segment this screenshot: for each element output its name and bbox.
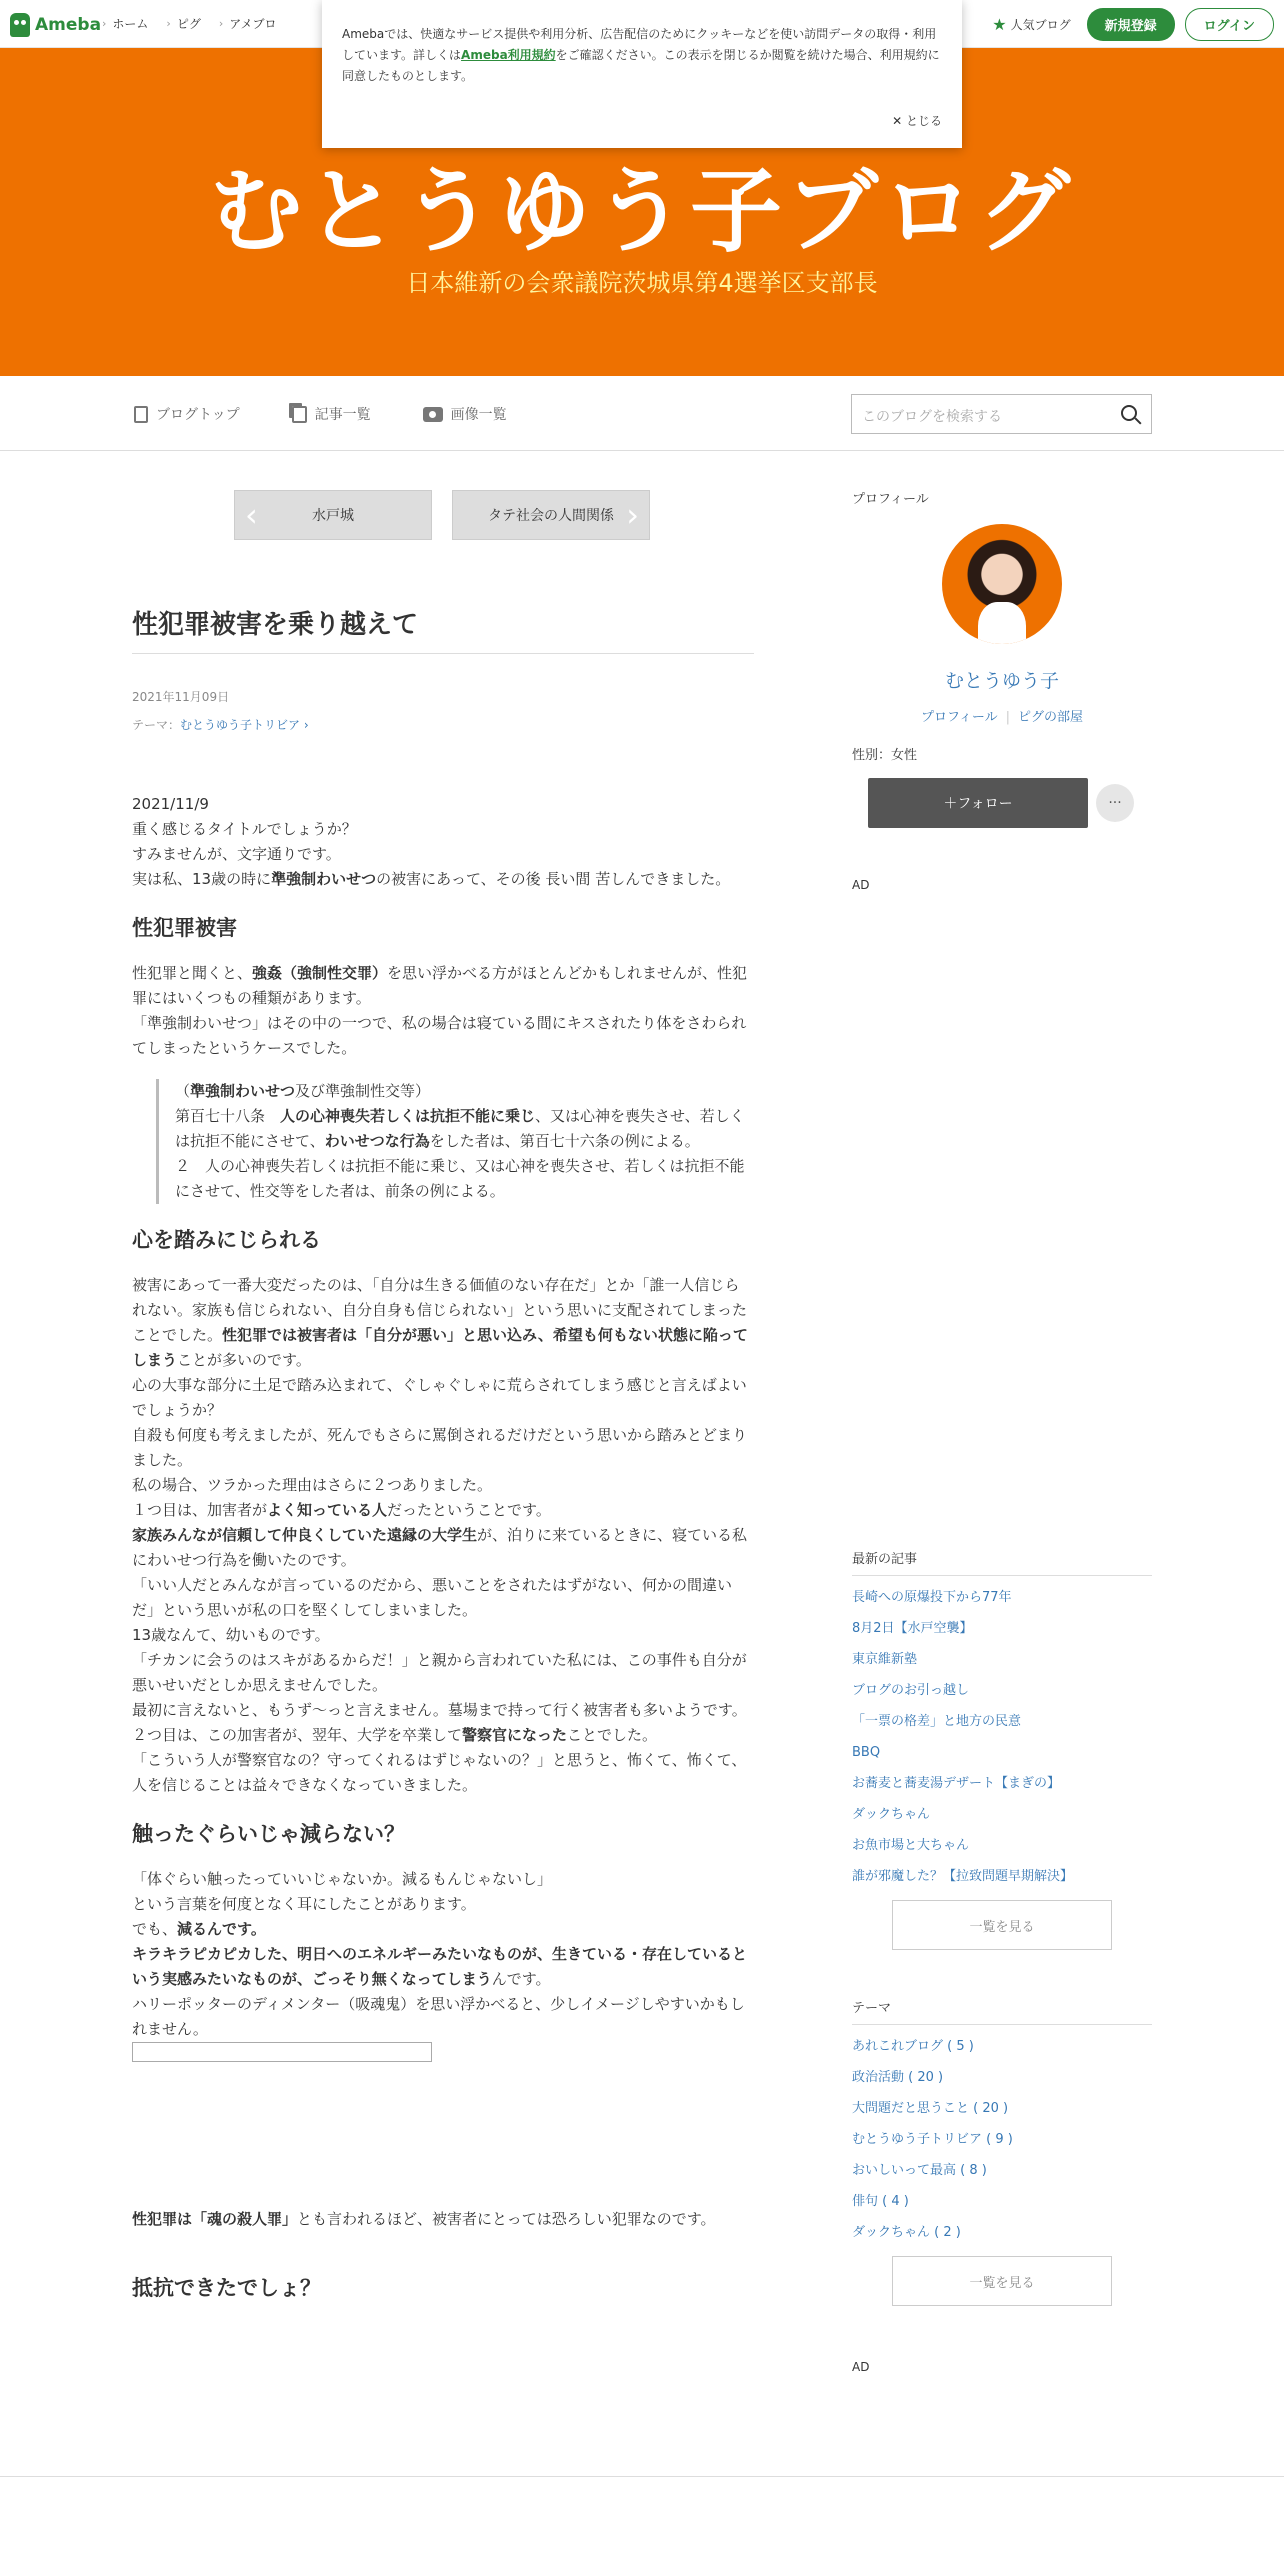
paragraph: ハリーポッターのディメンター（吸魂鬼）を思い浮かべると、少しイメージしやすいかもしれません。 <box>132 1995 745 2038</box>
paragraph: という言葉を何度となく耳にしたことがあります。 <box>132 1895 476 1913</box>
theme-see-all-button[interactable]: 一覧を見る <box>892 2256 1112 2306</box>
ameba-logo[interactable] <box>10 12 101 38</box>
entry-pager <box>234 490 650 540</box>
theme-link[interactable]: 政治活動 ( 20 ) <box>852 2070 944 2085</box>
blog-title[interactable]: むとうゆう子ブログ <box>209 158 1074 265</box>
recent-entry-link[interactable]: 「一票の格差」と地方の民意 <box>852 1714 1022 1729</box>
recent-entry-link[interactable]: お蕎麦と蕎麦湯デザート【まぎの】 <box>852 1776 1061 1791</box>
paragraph: 「準強制わいせつ」はその中の一つで、私の場合は寝ている間にキスされたり体をさわられてしまったというケースでした。 <box>132 1014 747 1057</box>
cookie-text-2: をご確認ください。この表示を閉じるか閲覧を続けた場合、利用規約に同意したものとします。 <box>342 48 940 83</box>
ameba-logo-icon <box>10 13 30 37</box>
quote-line: 第百七十八条 人の心神喪失若しくは抗拒不能に乗じ、又は心神を喪失させ、若しくは抗拒不能にさせて、わいせつな行為をした者は、第百七十六条の例による。 <box>175 1107 745 1150</box>
cookie-close-label: とじる <box>905 114 942 128</box>
nav-pigg[interactable] <box>166 15 200 32</box>
quote-line: ２ 人の心神喪失若しくは抗拒不能に乗じ、又は心神を喪失させ、若しくは抗拒不能にさせて、性交等をした者は、前条の例による。 <box>175 1157 745 1200</box>
footer-divider <box>0 2476 1284 2477</box>
profile-heading: プロフィール <box>852 492 929 507</box>
law-quote <box>156 1079 754 1204</box>
blog-top-link[interactable] <box>134 404 240 424</box>
paragraph: 性犯罪と聞くと、強姦（強制性交罪）を思い浮かべる方がほとんどかもしれませんが、性犯罪にはいくつもの種類があります。 <box>132 964 748 1007</box>
paragraph: 「いい人だとみんなが言っているのだから、悪いことをされたはずがない、何かの間違いだ」という思いが私の口を堅くしてしまいました。 <box>132 1576 733 1619</box>
broken-image <box>132 2042 432 2062</box>
paragraph: でも、減るんです。 <box>132 1920 266 1938</box>
paragraph: 私の場合、ツラかった理由はさらに２つありました。 <box>132 1476 493 1494</box>
paragraph: 被害にあって一番大変だったのは、「自分は生きる価値のない存在だ」とか「誰一人信じられない。家族も信じられない、自分自身も信じられない」という思いに支配されてしまったことでした。性犯罪では被害者は「自分が悪い」と思い込み、希望も何もない状態に陥ってしまうことが多いのです。 <box>132 1276 748 1369</box>
section-heading: 性犯罪被害 <box>132 916 237 940</box>
chevron-right-icon: › <box>166 17 171 30</box>
paragraph: 重く感じるタイトルでしょうか？ <box>132 820 357 838</box>
image-list-link[interactable] <box>423 404 507 424</box>
follow-button[interactable]: ＋フォロー <box>868 778 1088 828</box>
divider: | <box>1005 710 1011 725</box>
recent-entry-link[interactable]: ブログのお引っ越し <box>852 1683 970 1698</box>
paragraph: 家族みんなが信頼して仲良くしていた遠縁の大学生が、泊りに来ているときに、寝ている私にわいせつ行為を働いたのです。 <box>132 1526 748 1569</box>
recent-see-all-button[interactable]: 一覧を見る <box>892 1900 1112 1950</box>
paragraph: 性犯罪は「魂の殺人罪」とも言われるほど、被害者にとっては恐ろしい犯罪なのです。 <box>132 2210 716 2228</box>
blog-nav <box>0 376 1284 451</box>
recent-entry-link[interactable]: BBQ <box>852 1745 881 1760</box>
theme-prefix: テーマ： <box>132 718 181 732</box>
prev-entry-link[interactable]: ‹ 水戸城 <box>234 490 432 540</box>
gender-text: 性別：女性 <box>852 748 918 763</box>
paragraph: 13歳なんて、幼いものです。 <box>132 1626 330 1644</box>
theme-link[interactable]: おいしいって最高 ( 8 ) <box>852 2163 987 2178</box>
paragraph: 「チカンに会うのはスキがあるからだ！」と親から言われていた私には、この事件も自分が悪いせいだとしか思えませんでした。 <box>132 1651 747 1694</box>
next-entry-link[interactable]: タテ社会の人間関係 › <box>452 490 650 540</box>
paragraph: キラキラピカピカした、明日へのエネルギーみたいなものが、生きている・存在しているという実感みたいなものが、ごっそり無くなってしまうんです。 <box>132 1945 748 1988</box>
paragraph: 心の大事な部分に土足で踏み込まれて、ぐしゃぐしゃに荒らされてしまう感じと言えばよいでしょうか？ <box>132 1376 747 1419</box>
blog-top-label: ブログトップ <box>156 407 240 423</box>
theme-link[interactable]: ダックちゃん ( 2 ) <box>852 2225 961 2240</box>
article-body <box>132 792 754 2321</box>
paragraph: すみませんが、文字通りです。 <box>132 845 341 863</box>
login-button[interactable]: ログイン <box>1185 8 1274 41</box>
recent-entry-link[interactable]: 長崎への原爆投下から77年 <box>852 1590 1012 1605</box>
document-icon <box>134 406 148 423</box>
profile-links <box>852 706 1152 725</box>
nav-home[interactable] <box>102 15 148 32</box>
recent-entry-link[interactable]: 8月2日【水戸空襲】 <box>852 1621 973 1636</box>
article-date: 2021年11月09日 <box>132 690 230 704</box>
theme-heading: テーマ <box>852 1997 1152 2025</box>
section-heading: 心を踏みにじられる <box>132 1228 321 1252</box>
blog-description: 日本維新の会衆議院茨城県第4選挙区支部長 <box>406 269 878 297</box>
paragraph: 最初に言えないと、もうず～っと言えません。墓場まで持って行く被害者も多いようです。 <box>132 1701 747 1719</box>
crown-icon: ★ <box>992 15 1007 34</box>
account-actions <box>992 8 1274 41</box>
entry-list-label: 記事一覧 <box>314 407 371 423</box>
theme-list <box>852 2031 1152 2248</box>
search-placeholder: このブログを検索する <box>862 409 1002 425</box>
chevron-right-icon: › <box>218 17 224 30</box>
theme-link[interactable]: 大問題だと思うこと ( 20 ) <box>852 2101 1009 2116</box>
paragraph: ２つ目は、この加害者が、翌年、大学を卒業して警察官になったことでした。 <box>132 1726 658 1744</box>
paragraph: 実は私、13歳の時に準強制わいせつの被害にあって、その後 長い間 苦しんできました。 <box>132 870 731 888</box>
profile-name[interactable]: むとうゆう子 <box>944 670 1059 692</box>
terms-link[interactable]: Ameba利用規約 <box>461 48 556 62</box>
theme-link[interactable]: むとうゆう子トリビア ( 9 ) <box>852 2132 1013 2147</box>
chevron-right-icon: › <box>300 718 309 732</box>
theme-link[interactable]: あれこれブログ ( 5 ) <box>852 2039 974 2054</box>
section-heading: 触ったぐらいじゃ減らない？ <box>132 1822 405 1846</box>
nav-pigg-label: ピグ <box>176 17 201 31</box>
quote-line: （準強制わいせつ及び準強制性交等） <box>175 1082 431 1100</box>
article-title[interactable]: 性犯罪被害を乗り越えて <box>132 604 754 654</box>
profile-link[interactable]: プロフィール <box>920 710 998 725</box>
paragraph: 自殺も何度も考えましたが、死んでもさらに罵倒されるだけだという思いから踏みとどまりました。 <box>132 1426 748 1469</box>
chevron-right-icon: › <box>102 17 107 30</box>
entries-icon <box>292 406 307 423</box>
recent-entry-link[interactable]: お魚市場と大ちゃん <box>852 1838 970 1853</box>
ameba-logo-text: Ameba <box>35 15 102 35</box>
recent-entries-list <box>852 1582 1152 1892</box>
blog-search-input[interactable] <box>851 394 1152 434</box>
image-list-label: 画像一覧 <box>450 407 507 423</box>
paragraph: 「こういう人が警察官なの？守ってくれるはずじゃないの？」と思うと、怖くて、怖くて、人を信じることは益々できなくなっていきました。 <box>132 1751 747 1794</box>
register-button[interactable]: 新規登録 <box>1087 8 1175 41</box>
pigg-room-link[interactable]: ピグの部屋 <box>1018 710 1084 725</box>
close-icon: ✕ <box>892 114 906 128</box>
section-heading: 抵抗できたでしょ？ <box>132 2276 321 2300</box>
ad-label: AD <box>852 878 870 892</box>
cookie-text-1: Amebaでは、快適なサービス提供や利用分析、広告配信のためにクッキーなどを使い訪問データの取得・利用しています。詳しくは <box>342 27 937 62</box>
theme-link[interactable]: むとうゆう子トリビア <box>180 718 301 732</box>
ad-label: AD <box>852 2360 870 2374</box>
paragraph: 「体ぐらい触ったっていいじゃないか。減るもんじゃないし」 <box>132 1870 553 1888</box>
recent-entry-link[interactable]: 誰が邪魔した？【拉致問題早期解決】 <box>852 1869 1074 1884</box>
nav-home-label: ホーム <box>112 17 149 31</box>
theme-link[interactable]: 俳句 ( 4 ) <box>852 2194 909 2209</box>
popular-blog-link[interactable] <box>992 15 1070 34</box>
ameba-global-nav <box>102 15 277 32</box>
nav-ameblo[interactable] <box>219 15 277 32</box>
recent-entries-heading: 最新の記事 <box>852 1548 1152 1576</box>
camera-icon <box>423 407 443 422</box>
avatar[interactable] <box>942 524 1062 644</box>
paragraph: 2021/11/9 <box>132 795 209 813</box>
recent-entry-link[interactable]: 東京維新塾 <box>852 1652 918 1667</box>
more-options-button[interactable]: ··· <box>1096 784 1134 822</box>
nav-ameblo-label: アメブロ <box>229 17 277 31</box>
search-icon[interactable] <box>1121 405 1137 421</box>
paragraph: １つ目は、加害者がよく知っている人だったということです。 <box>132 1501 551 1519</box>
recent-entry-link[interactable]: ダックちゃん <box>852 1807 931 1822</box>
cookie-close-button[interactable] <box>892 111 942 132</box>
entry-list-link[interactable] <box>292 404 371 424</box>
cookie-notice <box>322 0 962 148</box>
popular-blog-label: 人気ブログ <box>1010 18 1071 32</box>
article-theme <box>132 716 309 733</box>
